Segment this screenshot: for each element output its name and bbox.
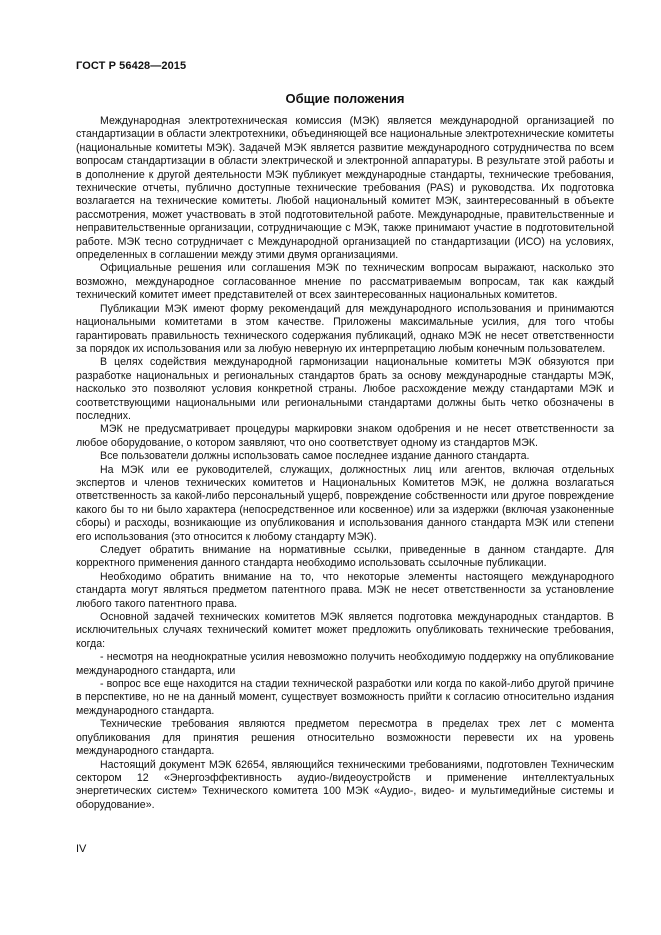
- paragraph: Официальные решения или соглашения МЭК по техническим вопросам выражают, насколько это возможно, международное согласованное мнение по рассматриваемым вопросам, так как каждый технический комитет имеет представителей от всех заинтересованных национальных комитетов.: [76, 262, 614, 302]
- paragraph: В целях содействия международной гармонизации национальные комитеты МЭК обязуются при разработке национальных и региональных стандартов брать за основу международные стандарты МЭК, насколько это позволяют условия конкретной страны. Любое расхождение между стандартами МЭК и соответствующими национальными или региональными стандартами должны быть четко обозначены в последних.: [76, 356, 614, 422]
- paragraph: Технические требования являются предметом пересмотра в пределах трех лет с момента опубликования для принятия решения относительно возможности перевести их на уровень международного стандарта.: [76, 718, 614, 758]
- paragraph: На МЭК или ее руководителей, служащих, должностных лиц или агентов, включая отдельных экспертов и членов технических комитетов и Национальных Комитетов МЭК, не должна возлагаться ответственность за какой-либо персональный ущерб, повреждение собственности или другое повреждение какого бы то ни было характера (непосредственное или косвенное) или за издержки (включая узаконенные сборы) и расходы, возникающие из опубликования и использования данного стандарта МЭК или степени его использования (это относится к любому стандарту МЭК).: [76, 463, 614, 543]
- paragraph: Следует обратить внимание на нормативные ссылки, приведенные в данном стандарте. Для корректного применения данного стандарта необходимо использовать ссылочные публикации.: [76, 544, 614, 570]
- paragraph: Настоящий документ МЭК 62654, являющийся техническими требованиями, подготовлен Техническим сектором 12 «Энергоэффективность аудио-/видеоустройств и применение интеллектуальных энергетических систем» Технического комитета 100 МЭК «Аудио-, видео- и мультимедийные системы и оборудование».: [76, 758, 614, 811]
- list-item: - вопрос все еще находится на стадии технической разработки или когда по какой-либо другой причине в перспективе, но не на данный момент, существует возможность прийти к согласию относительно издания международного стандарта.: [76, 678, 614, 717]
- paragraph: Необходимо обратить внимание на то, что некоторые элементы настоящего международного стандарта могут являться предметом патентного права. МЭК не несет ответственности за установление любого такого патентного права.: [76, 570, 614, 610]
- paragraph: Публикации МЭК имеют форму рекомендаций для международного использования и принимаются национальными комитетами в этом качестве. Приложены максимальные усилия, для того чтобы гарантировать правильность технического содержания публикаций, однако МЭК не несет ответственности за порядок их использования или за любую неверную их интерпретацию любым конечным пользователем.: [76, 302, 614, 355]
- paragraph: МЭК не предусматривает процедуры маркировки знаком одобрения и не несет ответственности за любое оборудование, о котором заявляют, что оно соответствует одному из стандартов МЭК.: [76, 423, 614, 449]
- section-title: Общие положения: [285, 91, 405, 106]
- list-item: - несмотря на неоднократные усилия невозможно получить необходимую поддержку на опубликование международного стандарта, или: [76, 651, 614, 677]
- paragraph: Основной задачей технических комитетов МЭК является подготовка международных стандартов. В исключительных случаях технический комитет может предложить опубликовать технические требования, когда:: [76, 611, 614, 650]
- document-header: ГОСТ Р 56428—2015: [76, 60, 187, 72]
- document-body: [76, 115, 614, 812]
- paragraph: Все пользователи должны использовать самое последнее издание данного стандарта.: [100, 450, 530, 463]
- paragraph: Международная электротехническая комиссия (МЭК) является международной организацией по стандартизации в области электротехники, объединяющей все национальные электротехнические комитеты (национальные комитеты МЭК). Задачей МЭК является развитие международного сотрудничества по всем вопросам стандартизации в области электрической и электронной аппаратуры. В результате этой работы и в дополнение к другой деятельности МЭК публикует международные стандарты, технические требования, технические отчеты, публично доступные технические требования (PAS) и руководства. Их подготовка возлагается на технические комитеты. Любой национальный комитет МЭК, заинтересованный в объекте рассмотрения, может участвовать в этой подготовительной работе. Международные, правительственные и неправительственные организации, сотрудничающие с МЭК, также принимают участие в подготовительной работе. МЭК тесно сотрудничает с Международной организацией по стандартизации (ИСО) на условиях, определенных в соглашении между этими двумя организациями.: [76, 115, 614, 262]
- page-number: IV: [76, 843, 87, 855]
